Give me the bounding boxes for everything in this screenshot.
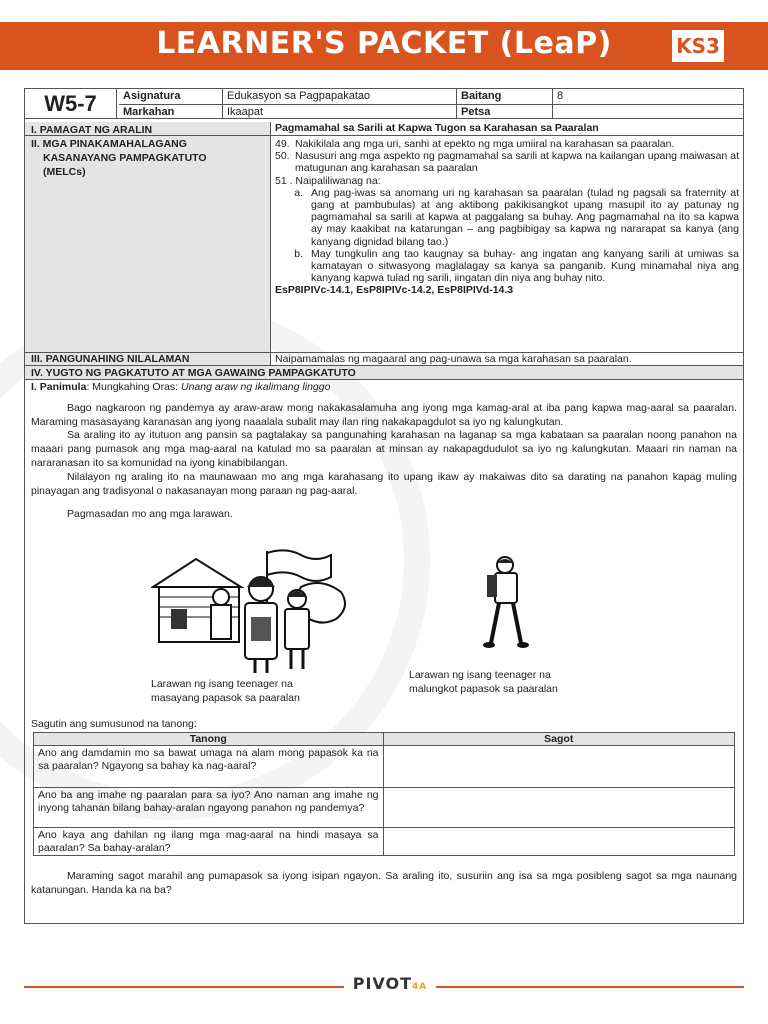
yugto-heading: IV. YUGTO NG PAGKATUTO AT MGA GAWAING PAMPAGKATUTO [25,366,743,380]
baitang-value: 8 [557,90,564,102]
question-cell: Ano ang damdamin mo sa bawat umaga na alam mong papasok ka na sa paaralan? Ngayong sa bahay ka nag-aaral? [34,746,384,788]
pivot-logo: PIVOT4A [352,974,428,993]
answer-cell[interactable] [383,788,734,828]
ks3-badge: KS3 [672,30,724,62]
paragraph-4: Pagmasadan mo ang mga larawan. [67,508,233,521]
melcs-content [275,138,739,297]
qa-instruction: Sagutin ang sumusunod na tanong: [31,718,197,730]
panimula-section [31,381,737,522]
header-tanong: Tanong [34,733,384,746]
banner-title: LEARNER'S PACKET (LeaP) [156,26,612,61]
footer-line-right [436,986,744,988]
melcs-row [25,136,743,353]
baitang-label: Baitang [457,89,553,104]
closing-paragraph: Maraming sagot marahil ang pumapasok sa iyong isipan ngayon. Sa araling ito, susuriin ang isa sa mga posibleng sagot sa mga naunang katanungan. Handa ka na ba? [31,870,737,896]
petsa-label: Petsa [457,104,553,119]
petsa-value [553,104,743,119]
pamagat-label: I. PAMAGAT NG ARALIN [25,122,271,135]
header-banner [0,22,768,70]
paragraph-2: Sa araling ito ay itutuon ang pansin sa pagtalakay sa pangunahing karahasan na laganap sa mga kabataan sa paaralan noong panahon na maaari pang pumasok ang mga mag-aaral na katulad mo sa paaralan at minsan ay nakapagdudulot sa iyo ng kalungkutan. Maaari rin naman na nararanasan ito sa komunidad na iyong kinabibilangan. [31,429,737,469]
melc-codes: EsP8IPIVc-14.1, EsP8IPIVc-14.2, EsP8IPIVd-14.3 [275,284,514,297]
table-row [34,788,735,828]
markahan-value: Ikaapat [223,104,457,119]
melc-item-49: 49. Nakikilala ang mga uri, sanhi at epekto ng mga umiiral na karahasan sa paaralan. [275,138,675,150]
table-row [34,746,735,788]
nilalaman-value: Naipamamalas ng magaaral ang pag-unawa sa mga karahasan sa paaralan. [275,353,632,365]
melcs-label: II. MGA PINAKAMAHALAGANG KASANAYANG PAMPAGKATUTO (MELCs) [25,136,271,352]
asignatura-value: Edukasyon sa Pagpapakatao [223,89,457,104]
pamagat-value: Pagmamahal sa Sarili at Kapwa Tugon sa Karahasan sa Paaralan [275,122,599,134]
paragraph-3: Nilalayon ng araling ito na maunawaan mo ang mga karahasang ito upang ikaw ay makaiwas dito sa darating na panahon kapag muling pinayagan ang tradisyonal o nakasanayan mong paraan ng pag-aaral. [31,470,737,497]
markahan-label: Markahan [119,104,223,119]
melc-item-50: 50. Nasusuri ang mga aspekto ng pagmamahal sa sarili at kapwa na kailangan upang maiwasan at matugunan ang karahasan sa paaralan [275,150,739,175]
question-cell: Ano ba ang imahe ng paaralan para sa iyo? Ano naman ang imahe ng inyong tahanan bilang bahay-aralan ngayong panahon ng pandemya? [34,788,384,828]
pamagat-row [25,122,743,136]
happy-students-illustration [151,547,351,675]
week-label: W5-7 [25,89,117,119]
answer-cell[interactable] [383,746,734,788]
table-row [34,828,735,856]
header-sagot: Sagot [383,733,734,746]
footer-line-left [24,986,344,988]
panimula-heading: I. Panimula: Mungkahing Oras: Unang araw ng ikalimang linggo [31,381,331,393]
answer-cell[interactable] [383,828,734,856]
nilalaman-row [25,353,743,366]
melc-item-51b: b. May tungkulin ang tao kaugnay sa buhay- ang ingatan ang kanyang sarili at umiwas sa kamatayan o sitwasyong maglalagay sa kanya sa panganib. Kung minamahal niya ang kanyang kapwa tulad ng sarili, iingatan din niya ang buhay nito. [294,247,739,285]
asignatura-label: Asignatura [119,89,223,104]
qa-table [33,732,735,856]
melc-item-51a: a. Ang pag-iwas sa anomang uri ng karahasan sa paaralan (tulad ng pagsali sa fraternity at gang at pambubulas) at ang aktibong pakikisangkot upang masupil ito ay patunay ng pagmamahal sa sarili at kapwa at paggalang sa buhay. Ang pagmamahal na ito sa kapwa ay may kaakibat na katarungan – ang pagbibigay sa kapwa ng nararapat sa kanya (ang kanyang dignidad bilang tao.) [294,186,739,248]
question-cell: Ano kaya ang dahilan ng ilang mga mag-aaral na hindi masaya sa paaralan? Sa bahay-aralan? [34,828,384,856]
caption-sad-teenager: Larawan ng isang teenager na malungkot papasok sa paaralan [409,669,558,695]
learner-packet-form [24,88,744,924]
caption-happy-teenager: Larawan ng isang teenager na masayang papasok sa paaralan [151,678,300,704]
nilalaman-label: III. PANGUNAHING NILALAMAN [25,353,271,365]
form-header [25,89,743,119]
melc-item-51: 51 . Naipaliliwanag na: [275,174,381,187]
sad-teenager-illustration [471,555,541,651]
paragraph-1: Bago nagkaroon ng pandemya ay araw-araw mong nakakasalamuha ang iyong mga kamag-aral at iba pang kapwa mag-aaral sa paaralan. Maraming masasayang karanasan ang iyong naaalala subalit may ilan ring nakakapagdulot sa iyo ng kalungkutan. [31,401,737,428]
